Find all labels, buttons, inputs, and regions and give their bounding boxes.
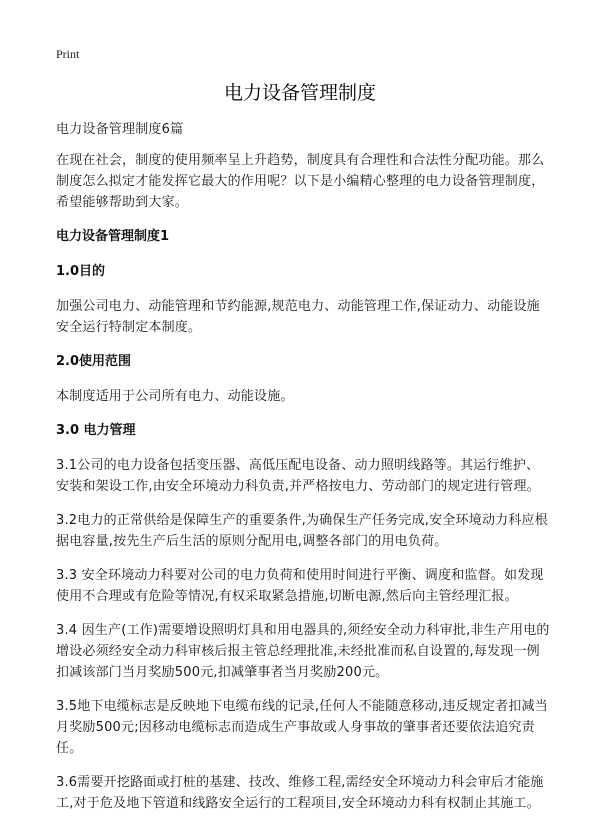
print-label: Print: [56, 47, 80, 61]
purpose-paragraph: 加强公司电力、动能管理和节约能源,规范电力、动能管理工作,保证动力、动能设施安全运行特制定本制度。: [56, 299, 540, 335]
clause-3-5: 3.5地下电缆标志是反映地下电缆布线的记录,任何人不能随意移动,违反规定者扣减当月奖励500元;因移动电缆标志而造成生产事故或人身事故的肇事者还要依法追究责任。: [56, 699, 548, 756]
clause-3-1: 3.1公司的电力设备包括变压器、高低压配电设备、动力照明线路等。其运行维护、安装和架设工作,由安全环境动力科负责,并严格按电力、劳动部门的规定进行管理。: [56, 458, 540, 494]
scope-paragraph: 本制度适用于公司所有电力、动能设施。: [56, 389, 294, 404]
document-subtitle: 电力设备管理制度6篇: [56, 122, 184, 137]
document-body: [56, 119, 550, 827]
clause-3-6: 3.6需要开挖路面或打桩的基建、技改、维修工程,需经安全环境动力科会审后才能施工,对于危及地下管道和线路安全运行的工程项目,安全环境动力科有权制止其施工。: [56, 775, 544, 811]
intro-paragraph: 在现在社会，制度的使用频率呈上升趋势，制度具有合理性和合法性分配功能。那么制度怎么拟定才能发挥它最大的作用呢？以下是小编精心整理的电力设备管理制度，希望能够帮助到大家。: [56, 153, 545, 210]
section-title: 电力设备管理制度1: [56, 229, 170, 244]
heading-purpose: 1.0目的: [56, 264, 106, 279]
clause-3-3: 3.3 安全环境动力科要对公司的电力负荷和使用时间进行平衡、调度和监督。如发现使用不合理或有危险等情况,有权采取紧急措施,切断电源,然后向主管经理汇报。: [56, 568, 544, 604]
clause-3-4: 3.4 因生产(工作)需要增设照明灯具和用电器具的,须经安全动力科审批,非生产用电的增设必须经安全动力科审核后报主管总经理批准,未经批准而私自设置的,每发现一例扣减该部门当月奖励500元,扣减肇事者当月奖励200元。: [56, 623, 550, 680]
document-title: 电力设备管理制度: [223, 82, 376, 104]
heading-power-management: 3.0 电力管理: [56, 423, 136, 438]
heading-scope: 2.0使用范围: [56, 354, 132, 369]
clause-3-2: 3.2电力的正常供给是保障生产的重要条件,为确保生产任务完成,安全环境动力科应根据电容量,按先生产后生活的原则分配用电,调整各部门的用电负荷。: [56, 513, 548, 549]
